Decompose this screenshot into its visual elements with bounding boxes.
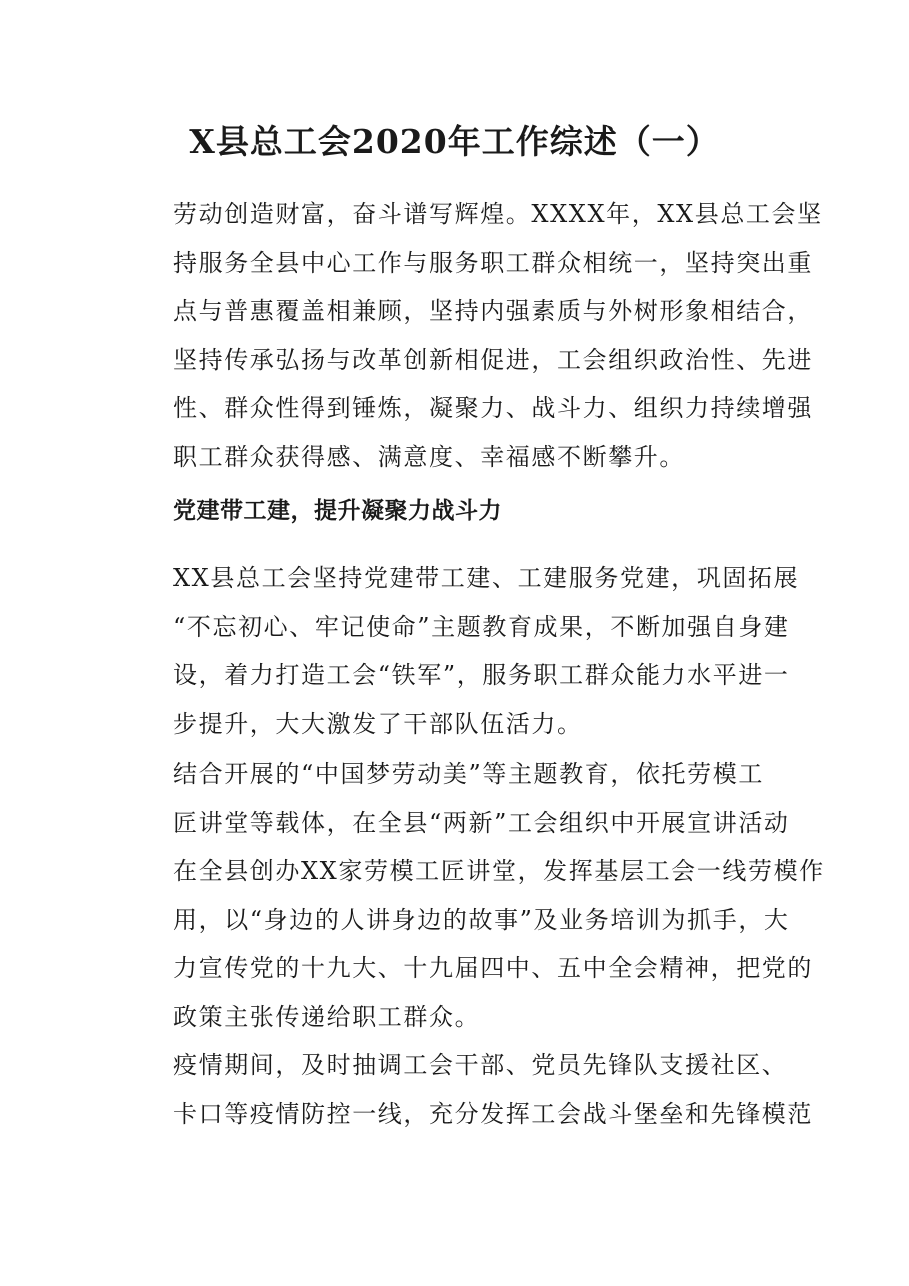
paragraph-line: 政策主张传递给职工群众。 [173, 1002, 481, 1031]
paragraph-line: XX县总工会坚持党建带工建、工建服务党建，巩固拓展 [173, 564, 800, 592]
section-paragraph-education [140, 750, 825, 1041]
paragraph-line: 坚持传承弘扬与改革创新相促进，工会组织政治性、先进 [173, 345, 813, 374]
paragraph-line: 在全县创办XX家劳模工匠讲堂，发挥基层工会一线劳模作 [173, 857, 825, 885]
paragraph-line: 匠讲堂等载体，在全县“两新”工会组织中开展宣讲活动 [173, 808, 790, 837]
paragraph-line: 设，着力打造工会“铁军”，服务职工群众能力水平进一 [173, 661, 790, 689]
paragraph-line: 职工群众获得感、满意度、幸福感不断攀升。 [173, 442, 685, 471]
section-paragraph-epidemic [140, 1041, 813, 1138]
paragraph-line: 结合开展的“中国梦劳动美”等主题教育，依托劳模工 [173, 760, 764, 788]
paragraph-line: 卡口等疫情防控一线，充分发挥工会战斗堡垒和先锋模范 [173, 1099, 813, 1128]
paragraph-line: 疫情期间，及时抽调工会干部、党员先锋队支援社区、 [173, 1051, 788, 1079]
section-paragraph-party-building [140, 554, 800, 748]
paragraph-line: 步提升，大大激发了干部队伍活力。 [173, 709, 583, 738]
paragraph-line: 点与普惠覆盖相兼顾，坚持内强素质与外树形象相结合， [173, 297, 813, 325]
paragraph-line: 性、群众性得到锤炼，凝聚力、战斗力、组织力持续增强 [173, 394, 813, 422]
document-title: X县总工会2020年工作综述（一） [189, 122, 720, 161]
paragraph-line: 力宣传党的十九大、十九届四中、五中全会精神，把党的 [173, 954, 813, 982]
paragraph-line: 持服务全县中心工作与服务职工群众相统一，坚持突出重 [173, 248, 813, 277]
intro-paragraph [140, 190, 823, 481]
paragraph-line: 劳动创造财富，奋斗谱写辉煌。XXXX年，XX县总工会坚 [173, 200, 823, 228]
section-heading: 党建带工建，提升凝聚力战斗力 [173, 498, 502, 524]
paragraph-line: “不忘初心、牢记使命”主题教育成果，不断加强自身建 [173, 612, 790, 641]
paragraph-line: 用，以“身边的人讲身边的故事”及业务培训为抓手，大 [173, 905, 790, 934]
